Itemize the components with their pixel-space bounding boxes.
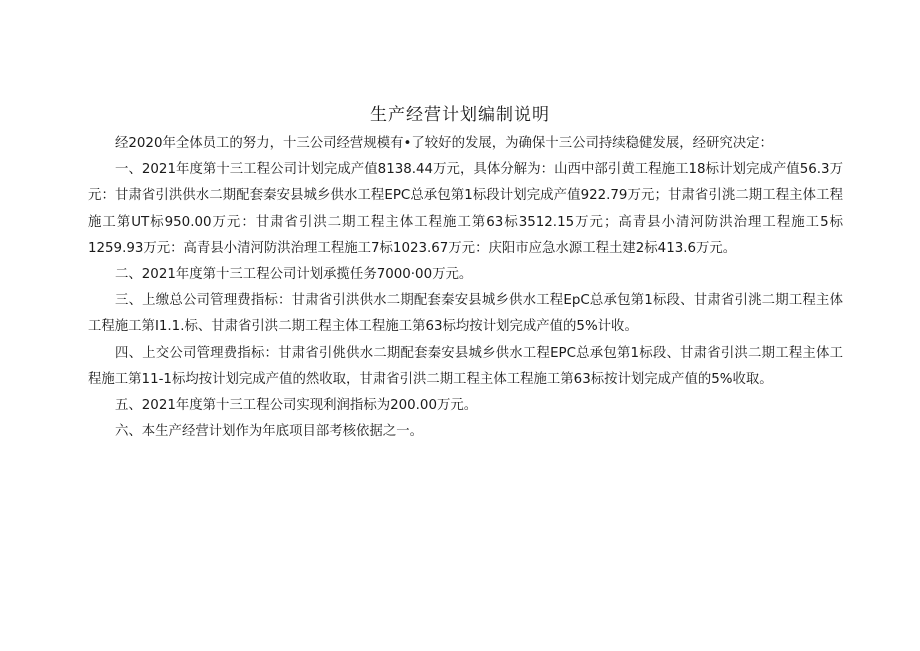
paragraph-item-4: 四、上交公司管理费指标：甘肃省引佻供水二期配套秦安县城乡供水工程EPC总承包第1标段、甘肃省引洪二期工程主体工程施工第11-1标均按计划完成产值的然收取，甘肃省引洪二期工程主体工程施工第63标按计划完成产值的5%收取。 [88,345,843,387]
document-title: 生产经营计划编制说明 [370,105,550,125]
paragraph-item-6: 六、本生产经营计划作为年底项目部考核依据之一。 [115,424,423,440]
paragraph-item-1: 一、2021年度第十三工程公司计划完成产值8138.44万元，具体分解为：山西中部引黄工程施工18标计划完成产值56.3万元：甘肃省引洪供水二期配套秦安县城乡供水工程EPC总承包第1标段计划完成产值922.79万元；甘肃省引洮二期工程主体工程施工第UT标950.00万元：甘肃省引洪二期工程主体工程施工第63标3512.15万元；高青县小清河防洪治理工程施工5标1259.93万元：高青县小清河防洪治理工程施工7标1023.67万元：庆阳市应急水源工程土建2标413.6万元。 [88,162,843,256]
paragraph-item-2: 二、2021年度第十三工程公司计划承揽任务7000·00万元。 [115,267,473,283]
paragraph-item-3: 三、上缴总公司管理费指标：甘肃省引洪供水二期配套秦安县城乡供水工程EpC总承包第1标段、甘肃省引洮二期工程主体工程施工第I1.1.标、甘肃省引洪二期工程主体工程施工第63标均按计划完成产值的5%计收。 [88,293,843,335]
paragraph-item-5: 五、2021年度第十三工程公司实现利润指标为200.00万元。 [115,398,478,414]
paragraph-intro: 经2020年全体员工的努力，十三公司经营规模有•了较好的发展，为确保十三公司持续稳健发展，经研究决定： [115,136,773,151]
document-body [88,131,843,445]
